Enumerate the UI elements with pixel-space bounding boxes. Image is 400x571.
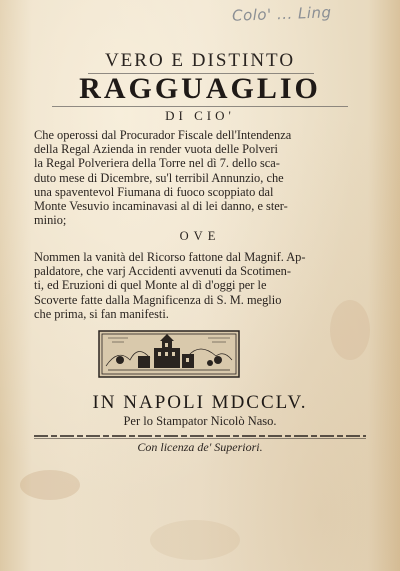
- text-line: una spaventevol Fiumana di fuoco scoppiato dal: [34, 184, 274, 199]
- foxing-stain: [20, 470, 80, 500]
- text-line: Scoverte fatte dalla Magnificenza di S. M. meglio: [34, 292, 282, 307]
- text-line: paldatore, che varj Accidenti avvenuti da Scotimen-: [34, 264, 292, 279]
- licence-line: Con licenza de' Superiori.: [137, 440, 263, 454]
- title-line-3: DI CIO': [165, 108, 235, 123]
- title-line-1: VERO E DISTINTO: [104, 50, 296, 71]
- text-line: ti, ed Eruzioni di quel Monte al dì d'oggi per le: [34, 278, 267, 293]
- handwritten-note: Colo' ... Ling: [231, 3, 332, 25]
- ornamental-rule: [34, 432, 366, 440]
- text-line: minio;: [34, 213, 67, 228]
- text-line: che prima, si fan manifesti.: [34, 306, 169, 321]
- foxing-stain: [150, 520, 240, 560]
- text-line: duto mese di Dicembre, su'l terribil Annunzio, che: [34, 170, 284, 185]
- text-line: la Regal Polveriera della Torre nel dì 7. dello sca-: [34, 156, 280, 171]
- text-line: Monte Vesuvio incaminavasi al di lei danno, e ster-: [34, 199, 288, 214]
- paragraph-2: [34, 250, 376, 321]
- connector-heading: OVE: [179, 229, 221, 243]
- title-line-2: RAGGUAGLIO: [79, 72, 321, 105]
- text-line: Che operossi dal Procurador Fiscale dell'Intendenza: [34, 128, 292, 142]
- printer-line: Per lo Stampator Nicolò Naso.: [123, 414, 277, 428]
- paragraph-1: [34, 128, 376, 227]
- vignette-engraving: [98, 330, 240, 378]
- text-line: della Regal Azienda in render vuota delle Polveri: [34, 142, 278, 157]
- pencil-underline: [52, 106, 348, 107]
- imprint-line: IN NAPOLI MDCCLV.: [92, 392, 308, 413]
- text-line: Nommen la vanità del Ricorso fattone dal Magnif. Ap-: [34, 250, 306, 264]
